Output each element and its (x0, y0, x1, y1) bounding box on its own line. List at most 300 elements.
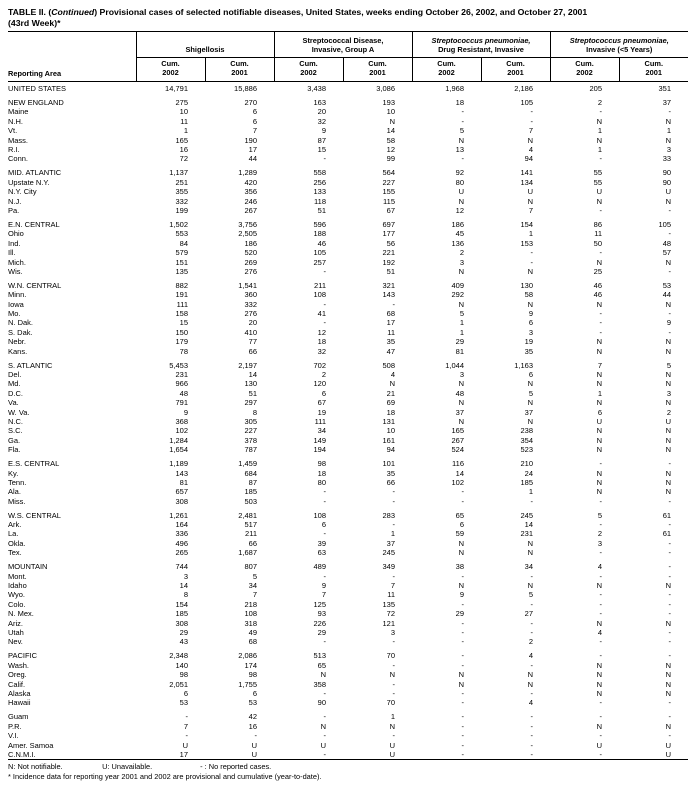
value-cell: 11 (387, 327, 395, 337)
value-cell: 56 (386, 238, 395, 248)
value-cell: 164 (175, 520, 188, 530)
value-cell: 12 (455, 205, 464, 215)
value-cell: 5 (528, 388, 534, 398)
value-cell: 37 (386, 538, 395, 548)
reporting-area-cell: PACIFIC (8, 651, 38, 661)
value-cell: 3 (459, 369, 464, 379)
value-cell: 355 (175, 187, 188, 197)
reporting-area-cell: Wyo. (8, 590, 26, 600)
legend-no-reported-cases: - : No reported cases. (200, 762, 272, 772)
value-cell: 19 (524, 337, 534, 347)
value-cell: N (665, 369, 672, 379)
value-cell: 1,189 (169, 459, 188, 469)
value-cell: - (530, 688, 534, 698)
reporting-area-cell: Kans. (8, 346, 28, 356)
value-cell: 67 (317, 398, 326, 408)
footnotes (8, 762, 688, 781)
value-cell: N (665, 398, 672, 408)
value-cell: - (461, 637, 464, 647)
value-cell: 332 (244, 299, 257, 309)
value-cell: 42 (248, 712, 257, 722)
value-cell: - (461, 618, 464, 628)
value-cell: 108 (244, 609, 257, 619)
value-cell: 163 (313, 98, 326, 107)
value-cell: U (596, 740, 603, 750)
value-cell: 657 (175, 487, 188, 497)
value-cell: 1 (459, 327, 464, 337)
value-cell: N (665, 379, 672, 389)
value-cell: U (320, 740, 326, 750)
value-cell: U (251, 740, 257, 750)
value-cell: 87 (317, 135, 326, 145)
value-cell: 6 (321, 388, 326, 398)
value-cell: 65 (455, 510, 464, 520)
value-cell: 7 (390, 581, 395, 590)
value-cell: 3 (183, 571, 188, 581)
value-cell: N (596, 369, 603, 379)
table-row (8, 698, 688, 707)
value-cell: - (461, 154, 464, 164)
reporting-area-cell: Ariz. (8, 618, 23, 628)
value-cell: 351 (658, 84, 672, 94)
table-row (8, 590, 688, 599)
value-cell: - (461, 651, 464, 661)
value-cell: - (668, 599, 672, 609)
value-cell: 596 (313, 219, 326, 229)
value-cell: 1,284 (169, 435, 188, 445)
value-cell: N (596, 398, 603, 408)
value-cell: U (665, 187, 672, 197)
value-cell: 46 (593, 290, 603, 300)
table-row (8, 370, 688, 379)
value-cell: 12 (386, 145, 395, 155)
value-cell: 358 (313, 679, 326, 689)
value-cell: 3 (459, 257, 464, 267)
value-cell: U (389, 749, 395, 759)
value-cell: N (320, 721, 326, 731)
value-cell: 6 (597, 407, 603, 417)
table-row (8, 154, 688, 163)
value-cell: 356 (244, 187, 257, 197)
value-cell: U (665, 749, 672, 759)
table-row (8, 379, 688, 388)
table-title (8, 7, 688, 28)
value-cell: - (461, 599, 464, 609)
table-row (8, 469, 688, 478)
value-cell: 245 (520, 510, 534, 520)
column-header-cum-2001: Cum. 2001 (343, 58, 412, 82)
reporting-area-cell: Okla. (8, 538, 26, 548)
value-cell: 121 (382, 618, 395, 628)
reporting-area-cell: Miss. (8, 496, 26, 506)
value-cell: 77 (248, 337, 257, 347)
column-header-cum-2001: Cum. 2001 (619, 58, 688, 82)
value-cell: 72 (179, 154, 188, 164)
value-cell: 136 (451, 238, 464, 248)
value-cell: 98 (317, 459, 326, 469)
value-cell: N (458, 196, 464, 206)
value-cell: N (596, 468, 603, 478)
table-row (8, 581, 688, 590)
value-cell: 1,163 (514, 360, 534, 370)
value-cell: 86 (593, 219, 603, 229)
value-cell: N (665, 135, 672, 145)
value-cell: 115 (383, 196, 395, 206)
value-cell: 66 (248, 538, 257, 548)
table-row (8, 389, 688, 398)
footnote-incidence-note: * Incidence data for reporting year 2001 and 2002 are provisional and cumulative (year-to-date). (8, 771, 322, 781)
value-cell: - (392, 487, 395, 497)
value-cell: 155 (382, 187, 395, 197)
value-cell: - (668, 496, 672, 506)
value-cell: 199 (175, 205, 188, 215)
value-cell: 1,755 (238, 679, 257, 689)
table-row (8, 267, 688, 276)
value-cell: N (665, 670, 672, 680)
value-cell: 564 (382, 168, 395, 178)
value-cell: 186 (244, 238, 257, 248)
value-cell: 807 (244, 562, 257, 572)
reporting-area-cell: Ohio (8, 229, 24, 239)
value-cell: - (668, 590, 672, 600)
value-cell: 6 (459, 520, 464, 530)
value-cell: 98 (179, 670, 188, 680)
reporting-area-cell: Conn. (8, 154, 29, 164)
value-cell: - (530, 116, 534, 126)
value-cell: 84 (179, 238, 188, 248)
value-cell: 18 (455, 98, 464, 107)
table-row (8, 750, 688, 760)
value-cell: 305 (244, 417, 257, 426)
value-cell: - (668, 731, 672, 741)
value-cell: - (668, 628, 672, 638)
value-cell: N (596, 299, 603, 309)
value-cell: - (530, 660, 534, 670)
value-cell: 141 (520, 168, 534, 178)
value-cell: 38 (455, 562, 464, 572)
reporting-area-cell: V.I. (8, 731, 19, 741)
reporting-area-cell: Hawaii (8, 698, 31, 708)
value-cell: - (392, 299, 395, 309)
value-cell: - (323, 731, 326, 741)
value-cell: 318 (244, 618, 257, 628)
value-cell: U (527, 187, 534, 197)
value-cell: 16 (248, 721, 257, 731)
value-cell: N (596, 721, 603, 731)
value-cell: 520 (244, 248, 257, 258)
value-cell: - (461, 731, 464, 741)
value-cell: - (599, 248, 603, 258)
value-cell: - (668, 459, 672, 469)
value-cell: 194 (313, 445, 326, 455)
value-cell: 49 (248, 628, 257, 638)
value-cell: - (392, 637, 395, 647)
value-cell: N (596, 445, 603, 455)
value-cell: 13 (455, 145, 464, 155)
table-row (8, 347, 688, 356)
value-cell: 14 (524, 520, 534, 530)
value-cell: 1,687 (238, 548, 257, 558)
value-cell: 48 (455, 388, 464, 398)
table-row (8, 609, 688, 618)
value-cell: - (668, 698, 672, 708)
value-cell: 336 (175, 529, 188, 539)
value-cell: N (665, 721, 672, 731)
value-cell: N (665, 196, 672, 206)
reporting-area-cell: Mich. (8, 257, 26, 267)
value-cell: N (665, 346, 672, 356)
value-cell: 81 (179, 477, 188, 487)
value-cell: 205 (589, 84, 603, 94)
value-cell: 53 (179, 698, 188, 708)
value-cell: 78 (179, 346, 188, 356)
value-cell: 116 (452, 459, 464, 469)
value-cell: 165 (451, 426, 464, 436)
value-cell: 1,261 (169, 510, 188, 520)
legend-not-notifiable: N: Not notifiable. (8, 762, 63, 772)
table-row (8, 117, 688, 126)
value-cell: 1 (183, 126, 188, 136)
value-cell: - (530, 248, 534, 258)
value-cell: - (323, 487, 326, 497)
reporting-area-cell: NEW ENGLAND (8, 98, 64, 107)
value-cell: 108 (313, 510, 326, 520)
value-cell: - (599, 609, 603, 619)
title-continued: Continued (51, 7, 95, 17)
value-cell: - (461, 628, 464, 638)
value-cell: 68 (248, 637, 257, 647)
value-cell: 1 (528, 229, 534, 239)
value-cell: 1 (597, 145, 603, 155)
table-body (8, 81, 688, 760)
value-cell: 270 (244, 98, 257, 107)
value-cell: 193 (382, 98, 395, 107)
table-row (8, 426, 688, 435)
value-cell: - (599, 698, 603, 708)
value-cell: 1,502 (169, 219, 188, 229)
value-cell: - (323, 318, 326, 328)
value-cell: 59 (455, 529, 464, 539)
value-cell: 8 (252, 407, 257, 417)
value-cell: 165 (175, 135, 188, 145)
value-cell: 35 (386, 468, 395, 478)
value-cell: 185 (175, 609, 188, 619)
value-cell: 7 (528, 126, 534, 136)
value-cell: 29 (179, 628, 188, 638)
value-cell: 57 (662, 248, 672, 258)
value-cell: N (389, 379, 395, 389)
value-cell: 12 (317, 327, 326, 337)
value-cell: 94 (524, 154, 534, 164)
value-cell: - (599, 590, 603, 600)
value-cell: N (665, 477, 672, 487)
value-cell: 553 (175, 229, 188, 239)
value-cell: - (461, 496, 464, 506)
value-cell: 21 (386, 388, 395, 398)
table-row (8, 511, 688, 520)
value-cell: 5 (459, 309, 464, 319)
value-cell: 120 (313, 379, 326, 389)
value-cell: 14,791 (165, 84, 188, 94)
reporting-area-cell: Maine (8, 107, 29, 117)
value-cell: N (527, 196, 534, 206)
reporting-area-cell: Colo. (8, 599, 26, 609)
value-cell: 161 (382, 435, 395, 445)
table-row (8, 318, 688, 327)
title-part1: TABLE II. ( (8, 7, 52, 17)
value-cell: 66 (386, 477, 395, 487)
reporting-area-cell: Minn. (8, 290, 27, 300)
reporting-area-cell: D.C. (8, 388, 23, 398)
table-row (8, 539, 688, 548)
table-row (8, 436, 688, 445)
value-cell: N (665, 679, 672, 689)
value-cell: 3 (666, 388, 672, 398)
reporting-area-cell: MOUNTAIN (8, 562, 48, 572)
reporting-area-cell: S. Dak. (8, 327, 33, 337)
value-cell: 58 (524, 290, 534, 300)
value-cell: - (530, 618, 534, 628)
value-cell: N (527, 417, 534, 426)
value-cell: 92 (455, 168, 464, 178)
value-cell: 283 (382, 510, 395, 520)
value-cell: 6 (252, 107, 257, 117)
value-cell: 99 (386, 154, 395, 164)
value-cell: 118 (314, 196, 326, 206)
value-cell: N (389, 670, 395, 680)
value-cell: 20 (317, 107, 326, 117)
value-cell: - (599, 318, 603, 328)
value-cell: 1,654 (169, 445, 188, 455)
value-cell: N (596, 581, 603, 590)
value-cell: N (458, 266, 464, 276)
value-cell: N (596, 116, 603, 126)
table-row (8, 459, 688, 468)
value-cell: 7 (252, 126, 257, 136)
value-cell: 1 (666, 126, 672, 136)
value-cell: 265 (175, 548, 188, 558)
value-cell: 308 (175, 618, 188, 628)
value-cell: 179 (175, 337, 188, 347)
table-row (8, 637, 688, 646)
value-cell: 32 (317, 346, 326, 356)
reporting-area-cell: E.S. CENTRAL (8, 459, 60, 469)
value-cell: 558 (313, 168, 326, 178)
value-cell: 7 (183, 721, 188, 731)
value-cell: 332 (175, 196, 188, 206)
value-cell: 11 (387, 590, 395, 600)
value-cell: N (527, 548, 534, 558)
value-cell: - (392, 679, 395, 689)
reporting-area-cell: UNITED STATES (8, 84, 67, 94)
value-cell: N (596, 679, 603, 689)
value-cell: 8 (183, 590, 188, 600)
column-group-strep-pneumoniae-drug-resistant: Streptococcus pneumoniae, Drug Resistant, Invasive (412, 32, 550, 58)
value-cell: N (596, 435, 603, 445)
value-cell: 378 (244, 435, 257, 445)
value-cell: 70 (386, 698, 395, 708)
value-cell: - (323, 749, 326, 759)
reporting-area-cell: Amer. Samoa (8, 740, 54, 750)
value-cell: - (461, 698, 464, 708)
value-cell: 35 (524, 346, 534, 356)
value-cell: N (320, 670, 326, 680)
table-row (8, 529, 688, 538)
value-cell: 2 (321, 369, 326, 379)
value-cell: 29 (317, 628, 326, 638)
value-cell: 269 (244, 257, 257, 267)
value-cell: 65 (317, 660, 326, 670)
value-cell: 9 (321, 581, 326, 590)
value-cell: - (392, 496, 395, 506)
value-cell: - (185, 712, 188, 722)
value-cell: 211 (314, 280, 326, 290)
value-cell: - (599, 571, 603, 581)
reporting-area-cell: W.S. CENTRAL (8, 510, 61, 520)
value-cell: 4 (528, 651, 534, 661)
value-cell: - (392, 660, 395, 670)
value-cell: N (527, 379, 534, 389)
reporting-area-cell: N.J. (8, 196, 22, 206)
table-row (8, 572, 688, 581)
value-cell: N (458, 581, 464, 590)
value-cell: N (527, 398, 534, 408)
value-cell: 16 (179, 145, 188, 155)
value-cell: 744 (175, 562, 188, 572)
value-cell: - (461, 116, 464, 126)
value-cell: 94 (386, 445, 395, 455)
table-row (8, 520, 688, 529)
value-cell: 7 (597, 360, 603, 370)
column-header-cum-2002: Cum. 2002 (274, 58, 343, 82)
value-cell: 34 (248, 581, 257, 590)
reporting-area-cell: Ga. (8, 435, 21, 445)
value-cell: 524 (451, 445, 464, 455)
value-cell: 227 (244, 426, 257, 436)
reporting-area-cell: Nebr. (8, 337, 26, 347)
value-cell: 349 (382, 562, 395, 572)
value-cell: 1 (390, 529, 395, 539)
value-cell: N (527, 679, 534, 689)
value-cell: 130 (520, 280, 534, 290)
value-cell: 697 (382, 219, 395, 229)
value-cell: 90 (317, 698, 326, 708)
value-cell: - (530, 571, 534, 581)
value-cell: 151 (175, 257, 188, 267)
reporting-area-cell: Mont. (8, 571, 27, 581)
value-cell: - (668, 538, 672, 548)
reporting-area-cell: Ky. (8, 468, 19, 478)
value-cell: 2 (597, 98, 603, 107)
value-cell: 791 (175, 398, 188, 408)
value-cell: - (530, 599, 534, 609)
value-cell: 503 (244, 496, 257, 506)
value-cell: - (185, 731, 188, 741)
value-cell: 3 (666, 145, 672, 155)
value-cell: - (668, 107, 672, 117)
value-cell: 17 (179, 749, 188, 759)
value-cell: 48 (662, 238, 672, 248)
value-cell: 134 (520, 177, 534, 187)
value-cell: 6 (528, 369, 534, 379)
value-cell: 185 (520, 477, 534, 487)
value-cell: 125 (313, 599, 326, 609)
value-cell: 3,756 (238, 219, 257, 229)
value-cell: 153 (520, 238, 534, 248)
value-cell: 25 (593, 266, 603, 276)
footnote-legend (8, 762, 688, 772)
value-cell: 61 (662, 510, 672, 520)
